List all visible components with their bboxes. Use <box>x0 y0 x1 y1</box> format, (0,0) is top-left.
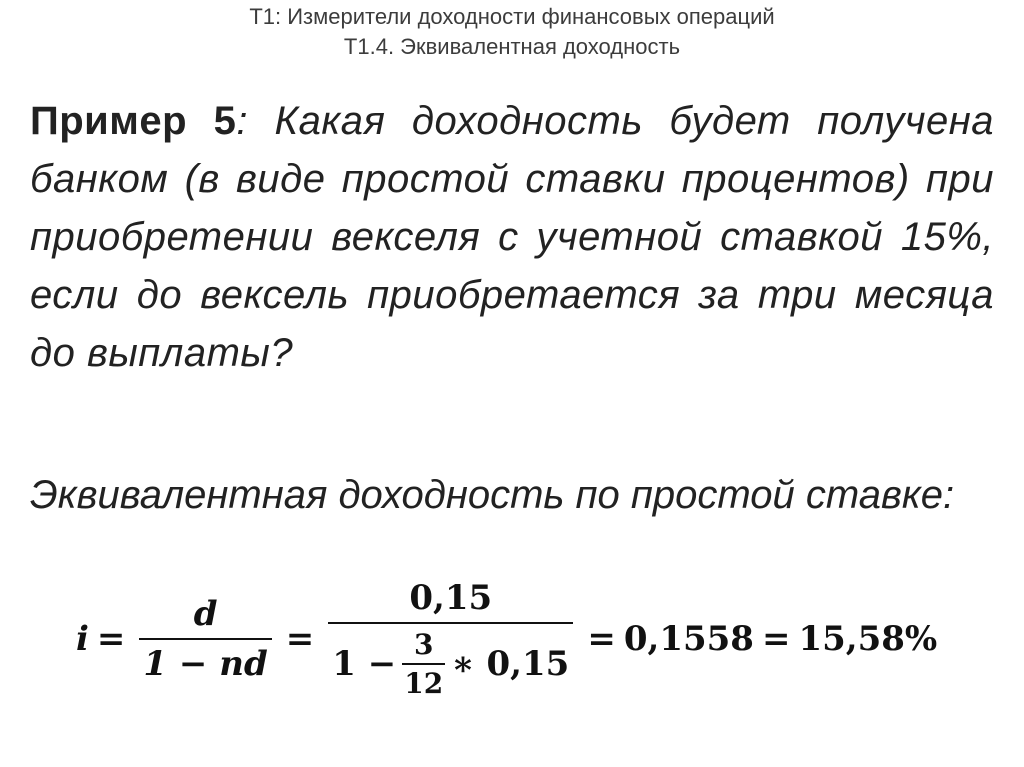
example-paragraph <box>30 92 994 382</box>
slide-header <box>0 2 1024 62</box>
formula-result: 0,1558 <box>623 619 754 659</box>
fraction-months-numerator: 3 <box>413 628 434 661</box>
example-label: Пример 5 <box>30 99 237 143</box>
formula-equals-3: = <box>587 619 616 659</box>
fraction-numeric-numerator: 0,15 <box>409 578 493 618</box>
equivalent-yield-label <box>30 466 994 524</box>
denominator-suffix: ∗ 0,15 <box>451 644 570 684</box>
subtopic-title: Т1.4. Эквивалентная доходность <box>343 34 681 59</box>
fraction-months-denominator: 12 <box>404 667 444 700</box>
formula-equals-2: = <box>285 619 315 659</box>
example-text: : Какая доходность будет получена банком (в виде простой ставки процентов) при приобретении векселя с учетной ставкой 15%, если до вексель приобретается за три месяца до выплаты? <box>30 99 994 375</box>
fraction-general <box>139 594 271 684</box>
formula-equals-4: = <box>761 619 791 659</box>
topic-title: Т1: Измерители доходности финансовых операций <box>249 4 775 29</box>
fraction-general-denominator: 1 − nd <box>143 644 268 684</box>
formula-equals-1: = <box>96 619 126 659</box>
fraction-numeric <box>328 578 573 700</box>
yield-formula <box>76 578 937 700</box>
fraction-general-numerator: d <box>193 594 218 634</box>
fraction-months <box>402 628 445 700</box>
fraction-numeric-denominator <box>328 624 573 700</box>
formula-lhs: i <box>76 619 89 659</box>
denominator-prefix: 1 − <box>332 644 397 684</box>
equivalent-yield-text: Эквивалентная доходность по простой ставке: <box>30 473 955 517</box>
formula-result-percent: 15,58% <box>798 619 938 659</box>
